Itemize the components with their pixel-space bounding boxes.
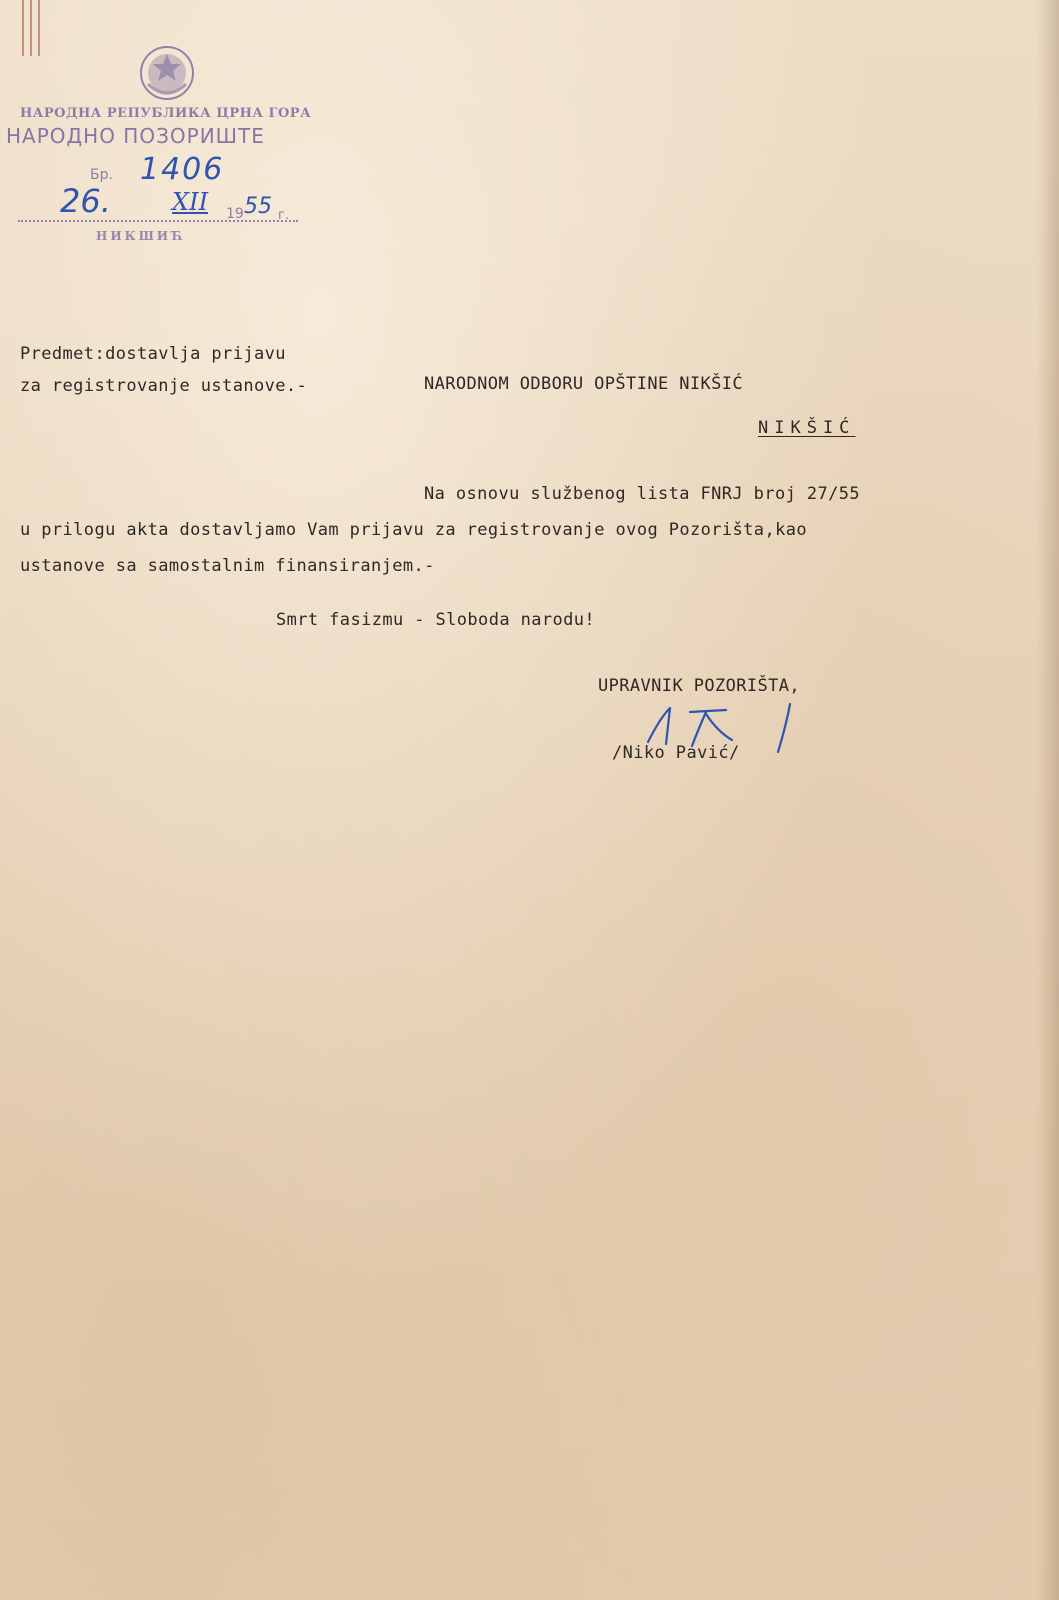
stamp-date-year-prefix: 19 [226, 206, 244, 222]
stamp-city: НИКШИЋ [96, 229, 186, 243]
stamp-divider [18, 220, 298, 222]
signatory-title: UPRAVNIK POZORIŠTA, [598, 676, 801, 696]
signatory-name: /Niko Pavić/ [612, 743, 740, 763]
stamp-date-year: 55 [244, 194, 272, 219]
body-line-3: ustanove sa samostalnim finansiranjem.- [20, 556, 435, 576]
stamp-date-month: XII [172, 188, 209, 216]
body-line-1: Na osnovu službenog lista FNRJ broj 27/55 [424, 484, 861, 504]
coat-of-arms-emblem-icon [138, 44, 196, 102]
salutation: Smrt fasizmu - Sloboda narodu! [276, 610, 596, 630]
recipient-name: NARODNOM ODBORU OPŠTINE NIKŠIĆ [424, 374, 744, 394]
page-edge-shadow [1037, 0, 1059, 1600]
subject-line-1: Predmet:dostavlja prijavu [20, 344, 286, 364]
stamp-registry-number: 1406 [140, 152, 225, 187]
recipient-city: NIKŠIĆ [758, 418, 856, 438]
stamp-republic-line: НАРОДНА РЕПУБЛИКА ЦРНА ГОРА [20, 106, 312, 121]
stamp-number-label: Бр. [90, 167, 113, 183]
stamp-institution-line: НАРОДНО ПОЗОРИШТЕ [6, 124, 265, 148]
subject-line-2: za registrovanje ustanove.- [20, 376, 308, 396]
body-line-2: u prilogu akta dostavljamo Vam prijavu za registrovanje ovog Pozorišta,kao [20, 520, 807, 540]
stamp-date-day: 26. [60, 182, 111, 220]
registry-stamp [0, 44, 340, 254]
stamp-date-suffix: г. [278, 208, 289, 223]
